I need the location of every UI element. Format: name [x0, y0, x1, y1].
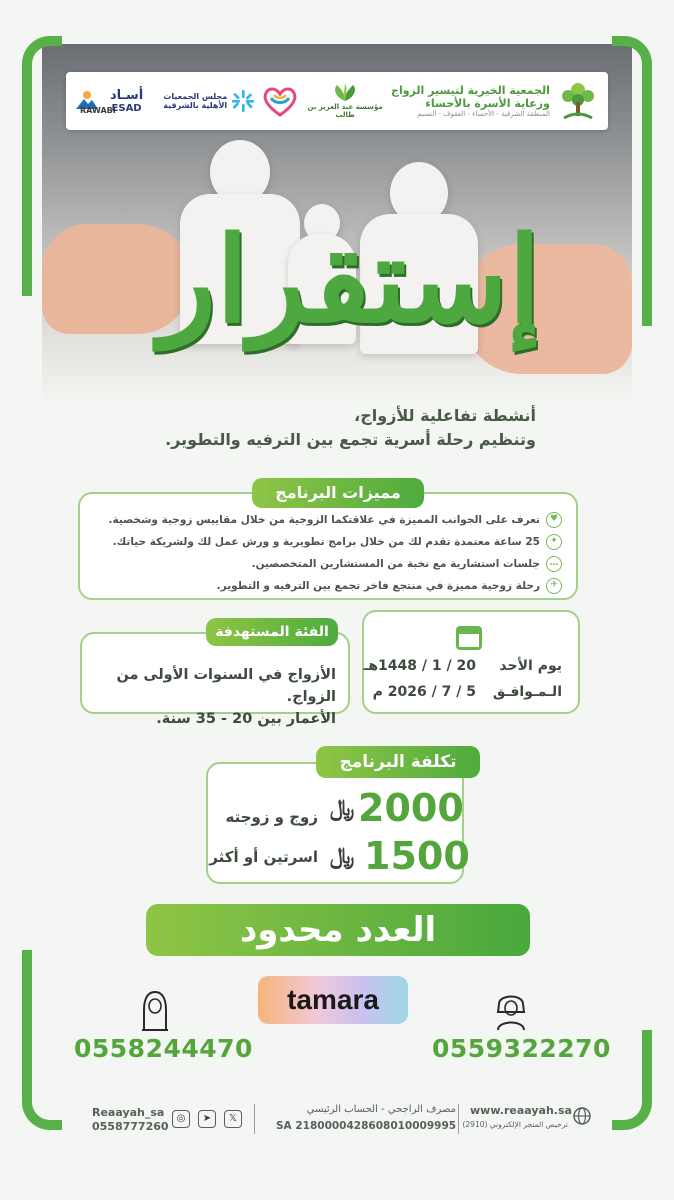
website[interactable]: www.reaayah.sa [470, 1104, 572, 1117]
feature-item [109, 512, 562, 528]
foundation-name: مؤسسة عبد العزيز بن طالب [307, 103, 383, 119]
footer-divider [458, 1104, 459, 1134]
council-name: مجلس الجمعيات الأهلية بالشرقية [163, 92, 228, 110]
instagram-icon[interactable]: ◎ [172, 1110, 190, 1128]
price-value: 1500 [364, 834, 470, 878]
chat-icon: … [546, 556, 562, 572]
cost-heading: تكلفة البرنامج [316, 746, 480, 778]
date-hijri: 20 / 1 / 1448هـ [363, 658, 476, 674]
frame-accent [612, 36, 652, 326]
rawabi-name: RAWABI [80, 106, 116, 115]
footer-divider [254, 1104, 255, 1134]
x-icon[interactable]: 𝕏 [224, 1110, 242, 1128]
globe-icon [572, 1106, 592, 1126]
calendar-icon [456, 626, 482, 650]
org-name-line2: ورعاية الأسرة بالأحساء [425, 97, 550, 110]
handshake-icon: ♥ [546, 512, 562, 528]
feature-text: تعرف على الجوانب المميزة في علاقتكما الزوجية من خلال مقاييس زوجية وشخصية. [108, 514, 540, 526]
frame-accent [612, 1030, 652, 1130]
feature-text: 25 ساعة معتمدة تقدم لك من خلال برامج تطويرية و ورش عمل لك ولشريكة حياتك. [112, 536, 540, 548]
heart-hands-logo [261, 84, 299, 118]
telegram-icon[interactable]: ➤ [198, 1110, 216, 1128]
feature-item [217, 578, 562, 594]
leaf-icon [325, 83, 365, 103]
target-heading: الفئة المستهدفة [206, 618, 338, 646]
tagline-line2: وتنظيم رحلة أسرية تجمع بين الترفيه والتطوير. [165, 430, 536, 449]
sponsor-logo-bar [66, 72, 608, 130]
frame-accent [22, 950, 62, 1130]
price-value: 2000 [358, 786, 464, 830]
foundation-logo [305, 83, 385, 119]
feature-text: رحلة زوجية مميزة في منتجع فاخر تجمع بين الترفيه و التطوير. [216, 580, 540, 592]
price-label: زوج و زوجته [225, 808, 318, 826]
female-phone[interactable]: 0558244470 [74, 1034, 253, 1063]
female-avatar-icon [138, 990, 172, 1032]
male-phone[interactable]: 0559322270 [432, 1034, 611, 1063]
riyal-icon: ﷼ [330, 844, 355, 869]
social-phone[interactable]: 0558777260 [92, 1120, 169, 1133]
date-equiv-label: الـمـوافـق [492, 684, 562, 700]
tamara-logo [258, 976, 408, 1024]
iban[interactable]: SA 2180000428608010009995 [276, 1120, 457, 1132]
frame-accent [22, 36, 62, 296]
feature-item [252, 556, 562, 572]
male-avatar-icon [494, 990, 528, 1032]
org-logo [391, 78, 600, 124]
date-day-label: يوم الأحد [499, 658, 562, 674]
council-star-icon [231, 89, 255, 113]
price-label: اسرتين أو أكثر [209, 848, 318, 866]
esad-ar-name: أسـاد [109, 88, 144, 103]
bank-name: مصرف الراجحي - الحساب الرئيسي [306, 1104, 456, 1115]
feature-text: جلسات استشارية مع نخبة من المستشارين المتخصصين. [251, 558, 540, 570]
target-line1: الأزواج في السنوات الأولى من الزواج. [116, 667, 336, 705]
tagline-line1: أنشطة تفاعلية للأزواج، [354, 406, 536, 425]
riyal-icon: ﷼ [330, 796, 355, 821]
org-regions: المنطقة الشرقية - الأحساء - العقوف - النسيم [417, 110, 550, 119]
tree-icon [556, 78, 600, 124]
feature-item [113, 534, 562, 550]
features-box [78, 492, 578, 600]
date-gregorian: 5 / 7 / 2026 م [372, 684, 476, 700]
payment-provider: tamara [287, 984, 379, 1015]
heart-hands-icon [261, 84, 299, 118]
esad-en-name: ESAD [111, 103, 142, 114]
limited-seats-banner: العدد محدود [146, 904, 530, 956]
tagline [116, 404, 536, 452]
features-heading: مميزات البرنامج [252, 478, 424, 508]
program-title: إستقرار [159, 210, 541, 349]
rawabi-logo [74, 89, 116, 115]
travel-icon: ✈ [546, 578, 562, 594]
lightbulb-icon: ✦ [546, 534, 562, 550]
target-line2: الأعمار بين 20 - 35 سنة. [156, 711, 336, 727]
social-handle[interactable]: Reaayah_sa [92, 1106, 165, 1119]
store-license: ترخيص المتجر الإلكتروني (2910) [462, 1120, 568, 1129]
council-logo [149, 89, 255, 113]
org-name-line1: الجمعية الخيرية لتيسير الزواج [391, 83, 550, 97]
target-text [76, 664, 336, 730]
